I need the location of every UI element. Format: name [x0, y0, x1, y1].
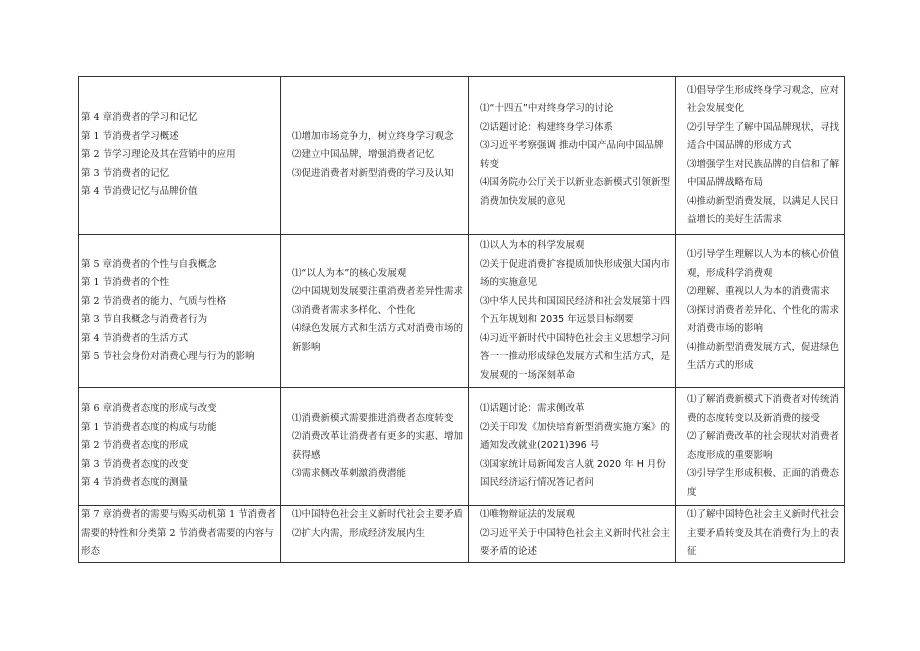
- material-item: ⑵习近平关于中国特色社会主义新时代社会主要矛盾的论述: [480, 527, 671, 557]
- outcome-item: ⑷推动新型消费发展，以满足人民日益增长的美好生活需求: [687, 195, 840, 225]
- goal-item: ⑷绿色发展方式和生活方式对消费市场的新影响: [292, 323, 464, 353]
- goal-item: ⑴中国特色社会主义新时代社会主要矛盾: [292, 509, 464, 520]
- material-item: ⑵关于促进消费扩容提质加快形成强大国内市场的实施意见: [480, 258, 671, 288]
- outcome-item: ⑶探讨消费者差异化、个性化的需求对消费市场的影响: [687, 304, 840, 335]
- outcome-item: ⑵理解、重视以人为本的消费需求: [687, 286, 830, 298]
- section-title: 第 3 节消费者的记忆: [81, 167, 170, 179]
- goal-item: ⑵扩大内需，形成经济发展内生: [292, 527, 426, 539]
- material-item: ⑴唯物辩证法的发展观: [480, 509, 576, 520]
- outcome-item: ⑶增强学生对民族品牌的自信和了解中国品牌战略布局: [687, 158, 840, 188]
- goal-item: ⑴消费新模式需要推进消费者态度转变: [292, 412, 454, 424]
- goal-item: ⑶促进消费者对新型消费的学习及认知: [292, 167, 454, 179]
- outcome-item: ⑷推动新型消费发展方式，促进绿色生活方式的形成: [687, 341, 840, 372]
- material-item: ⑶习近平考察强调 推动中国产品向中国品牌转变: [480, 140, 664, 170]
- goal-item: ⑵中国规划发展要注重消费者差异性需求: [292, 286, 464, 298]
- chapter-cell: [79, 77, 281, 235]
- goal-item: ⑵建立中国品牌，增强消费者记忆: [292, 149, 435, 161]
- chapter-cell: [79, 388, 281, 506]
- goal-item: ⑶消费者需求多样化、个性化: [292, 304, 416, 316]
- chapter-title: 第 7 章消费者的需要与购买动机第 1 节消费者需要的特性和分类第 2 节消费者需要的内容与形态: [81, 509, 277, 557]
- goals-cell: [281, 77, 469, 235]
- chapter-title: 第 6 章消费者态度的形成与改变: [81, 403, 217, 415]
- goal-item: ⑶需求侧改革刺激消费潜能: [292, 468, 407, 479]
- material-item: ⑶中华人民共和国国民经济和社会发展第十四个五年规划和 2035 年远景目标纲要: [480, 295, 671, 325]
- section-title: 第 1 节消费者态度的构成与功能: [81, 421, 217, 433]
- section-title: 第 1 节消费者的个性: [81, 277, 170, 288]
- goals-cell: [281, 388, 469, 506]
- goal-item: ⑵消费改革让消费者有更多的实惠、增加获得感: [292, 431, 464, 461]
- goals-cell: [281, 506, 469, 563]
- section-title: 第 4 节消费者的生活方式: [81, 332, 189, 344]
- outcome-item: ⑶引导学生形成积极、正面的消费态度: [687, 468, 840, 498]
- outcome-item: ⑴了解中国特色社会主义新时代社会主要矛盾转变及其在消费行为上的表征: [687, 509, 840, 557]
- outcome-item: ⑴倡导学生形成终身学习观念，应对社会发展变化: [687, 84, 840, 114]
- chapter-cell: [79, 506, 281, 563]
- materials-cell: [469, 77, 676, 235]
- goal-item: ⑴增加市场竞争力，树立终身学习观念: [292, 130, 454, 142]
- material-item: ⑴“十四五”中对终身学习的讨论: [480, 103, 614, 114]
- table-row: [79, 388, 845, 506]
- outcome-item: ⑴了解消费新模式下消费者对传统消费的态度转变以及新消费的接受: [687, 394, 840, 424]
- section-title: 第 4 节消费记忆与品牌价值: [81, 186, 198, 198]
- material-item: ⑴话题讨论：需求侧改革: [480, 403, 585, 415]
- section-title: 第 2 节消费者态度的形成: [81, 440, 189, 452]
- materials-cell: [469, 388, 676, 506]
- section-title: 第 5 节社会身份对消费心理与行为的影响: [81, 351, 255, 362]
- outcome-item: ⑴引导学生理解以人为本的核心价值观，形成科学消费观: [687, 249, 840, 279]
- material-item: ⑵关于印发《加快培育新型消费实施方案》的通知发改就业(2021)396 号: [480, 421, 671, 452]
- outcome-item: ⑵了解消费改革的社会现状对消费者态度形成的重要影响: [687, 431, 840, 461]
- material-item: ⑶国家统计局新闻发言人就 2020 年 H 月份国民经济运行情况答记者问: [480, 458, 666, 489]
- materials-cell: [469, 235, 676, 388]
- section-title: 第 1 节消费者学习概述: [81, 130, 179, 142]
- section-title: 第 2 节消费者的能力、气质与性格: [81, 295, 227, 307]
- material-item: ⑵话题讨论：构建终身学习体系: [480, 121, 614, 133]
- chapter-title: 第 4 章消费者的学习和记忆: [81, 112, 198, 124]
- outcomes-cell: [676, 235, 845, 388]
- table-row: [79, 506, 845, 563]
- goal-item: ⑴“以人为本”的核心发展观: [292, 267, 407, 279]
- material-item: ⑴以人为本的科学发展观: [480, 240, 585, 251]
- section-title: 第 4 节消费者态度的测量: [81, 477, 189, 489]
- section-title: 第 3 节消费者态度的改变: [81, 458, 189, 470]
- chapter-cell: [79, 235, 281, 388]
- outcomes-cell: [676, 77, 845, 235]
- section-title: 第 2 节学习理论及其在营销中的应用: [81, 149, 236, 161]
- chapter-title: 第 5 章消费者的个性与自我概念: [81, 258, 217, 270]
- material-item: ⑷国务院办公厅关于以新业态新模式引领新型消费加快发展的意见: [480, 177, 671, 207]
- syllabus-table: [78, 76, 845, 563]
- material-item: ⑷习近平新时代中国特色社会主义思想学习问答一一推动形成绿色发展方式和生活方式，是发展观的一场深刻革命: [480, 332, 671, 381]
- goals-cell: [281, 235, 469, 388]
- outcomes-cell: [676, 388, 845, 506]
- outcome-item: ⑵引导学生了解中国品牌现状，寻找适合中国品牌的形成方式: [687, 121, 840, 151]
- table-row: [79, 77, 845, 235]
- materials-cell: [469, 506, 676, 563]
- table-row: [79, 235, 845, 388]
- section-title: 第 3 节自我概念与消费者行为: [81, 314, 208, 325]
- outcomes-cell: [676, 506, 845, 563]
